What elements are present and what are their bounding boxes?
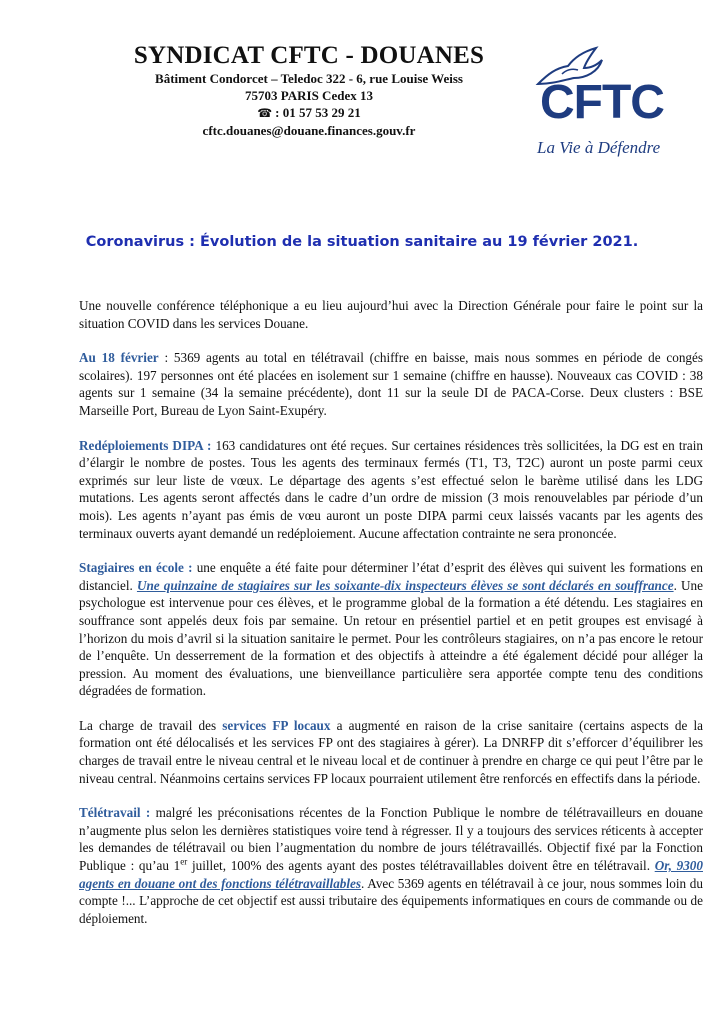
paragraph-text: 163 candidatures ont été reçues. Sur certaines résidences très sollicitées, la DG est en train d’élargir le nombre de postes. Tous les agents des terminaux fermés (T1, T3, T2C) auront un poste parmi ceux exprimés sur leur liste de vœux. Le départage des agents s’est effectué selon le barème utilisé dans les LDG mutations. Les agents seront affectés dans le cadre d’un ordre de mission (3 mois renouvelables par période d’un mois). Les agents n’ayant pas émis de vœu auront un poste DIPA parmi ceux laissés vacants par les agents des terminaux ouverts ayant demandé un redéploiement. Aucune affectation contrainte ne sera prononcée. [79, 437, 703, 541]
paragraph-dipa [79, 437, 703, 543]
paragraph-text: malgré les préconisations récentes de la Fonction Publique le nombre de télétravailleurs en douane n’augmente plus selon les dernières statistiques voire tend à régresser. Il y a toujours des services réticents à accepter les demandes de télétravail ou bien l’augmentation du nombre de jours télétravaillés. Objectif fixé par la Fonction Publique : qu’au 1 [79, 805, 703, 874]
phone-number: : 01 57 53 29 21 [275, 105, 361, 120]
paragraph-text: La charge de travail des [79, 717, 223, 733]
org-name: SYNDICAT CFTC - DOUANES [133, 42, 485, 69]
emphasis-stagiaires: Une quinzaine de stagiaires sur les soixante-dix inspecteurs élèves se sont déclarés en souffrance [136, 577, 674, 593]
email: cftc.douanes@douane.finances.gouv.fr [202, 123, 416, 138]
keyword-dipa: Redéploiements DIPA : [79, 437, 212, 453]
paragraph-text: : 5369 agents au total en télétravail (chiffre en baisse, mais nous sommes en période de congés scolaires). 197 personnes ont été placées en isolement sur 1 semaine (chiffre en hausse). Nouveaux cas COVID : 38 agents sur 1 semaine (34 la semaine précédente), dont 11 sur la seule DI de PACA-Corse. Deux clusters : BSE Marseille Port, Bureau de Lyon Saint-Exupéry. [79, 350, 704, 418]
keyword-teletravail: Télétravail : [79, 805, 151, 821]
document-body [79, 297, 703, 944]
paragraph-text: a augmenté en raison de la crise sanitaire (certains aspects de la formation ont été délocalisés et les services FP ont des stagiaires à gérer). La DNRFP dit s’efforcer d’équilibrer les charges de travail entre le niveau central et le niveau local et de continuer à prendre en charge ce qui peut l’être par le niveau central. Néanmoins certains services FP locaux pourraient utilement être renforcés en effectifs dans la période. [79, 717, 703, 786]
keyword-stagiaires: Stagiaires en école : [79, 560, 193, 576]
paragraph-fp-locaux [79, 717, 703, 787]
paragraph-feb-18 [79, 349, 703, 419]
phone-icon: ☎ [257, 106, 273, 120]
paragraph-stagiaires [79, 559, 703, 700]
keyword-feb-18: Au 18 février [79, 350, 159, 366]
intro-paragraph: Une nouvelle conférence téléphonique a eu lieu aujourd’hui avec la Direction Générale pour faire le point sur la situation COVID dans les services Douane. [79, 298, 703, 331]
paragraph-text: une enquête a été faite pour déterminer l’état d’esprit des élèves qui suivent les formations en distanciel. [79, 560, 703, 593]
cftc-logo [522, 38, 672, 168]
document-title: Coronavirus : Évolution de la situation sanitaire au 19 février 2021. [85, 234, 639, 250]
logo-text: CFTC [540, 76, 664, 129]
address-line-1: Bâtiment Condorcet – Teledoc 322 - 6, rue Louise Weiss [155, 71, 463, 86]
paragraph-text: juillet, 100% des agents ayant des postes télétravaillables doivent être en télétravail. [187, 858, 655, 874]
superscript: er [180, 856, 188, 867]
paragraph-text: . Une psychologue est intervenue pour ces élèves, et le programme global de la formation a été détendu. Les stagiaires en souffrance sont appelés deux fois par semaine. Un retour en présentiel partiel et en petit groupes est envisagé à l’horizon du mois d’avril si la situation sanitaire le permet. Pour les contrôleurs stagiaires, on n’a pas encore le retour de l’enquête. Un desserrement de la formation et des objectifs à atteindre a été également décidé pour alléger la pression. Au moment des évaluations, une bienveillance particulière sera apportée compte tenu des conditions dégradées de formation. [79, 577, 703, 699]
logo-tagline: La Vie à Défendre [537, 138, 661, 157]
keyword-fp-locaux: services FP locaux [222, 717, 331, 733]
letterhead [104, 42, 514, 139]
paragraph-teletravail [79, 804, 703, 927]
paragraph-text: . Avec 5369 agents en télétravail à ce jour, nous sommes loin du compte !... L’approche de cet objectif est aussi tributaire des équipements informatiques en cours de commande ou de déploiement. [79, 875, 703, 926]
address-line-2: 75703 PARIS Cedex 13 [245, 88, 373, 103]
phone-line [104, 104, 514, 122]
emphasis-teletravail: Or, 9300 agents en douane ont des fonctions télétravaillables [79, 858, 703, 891]
